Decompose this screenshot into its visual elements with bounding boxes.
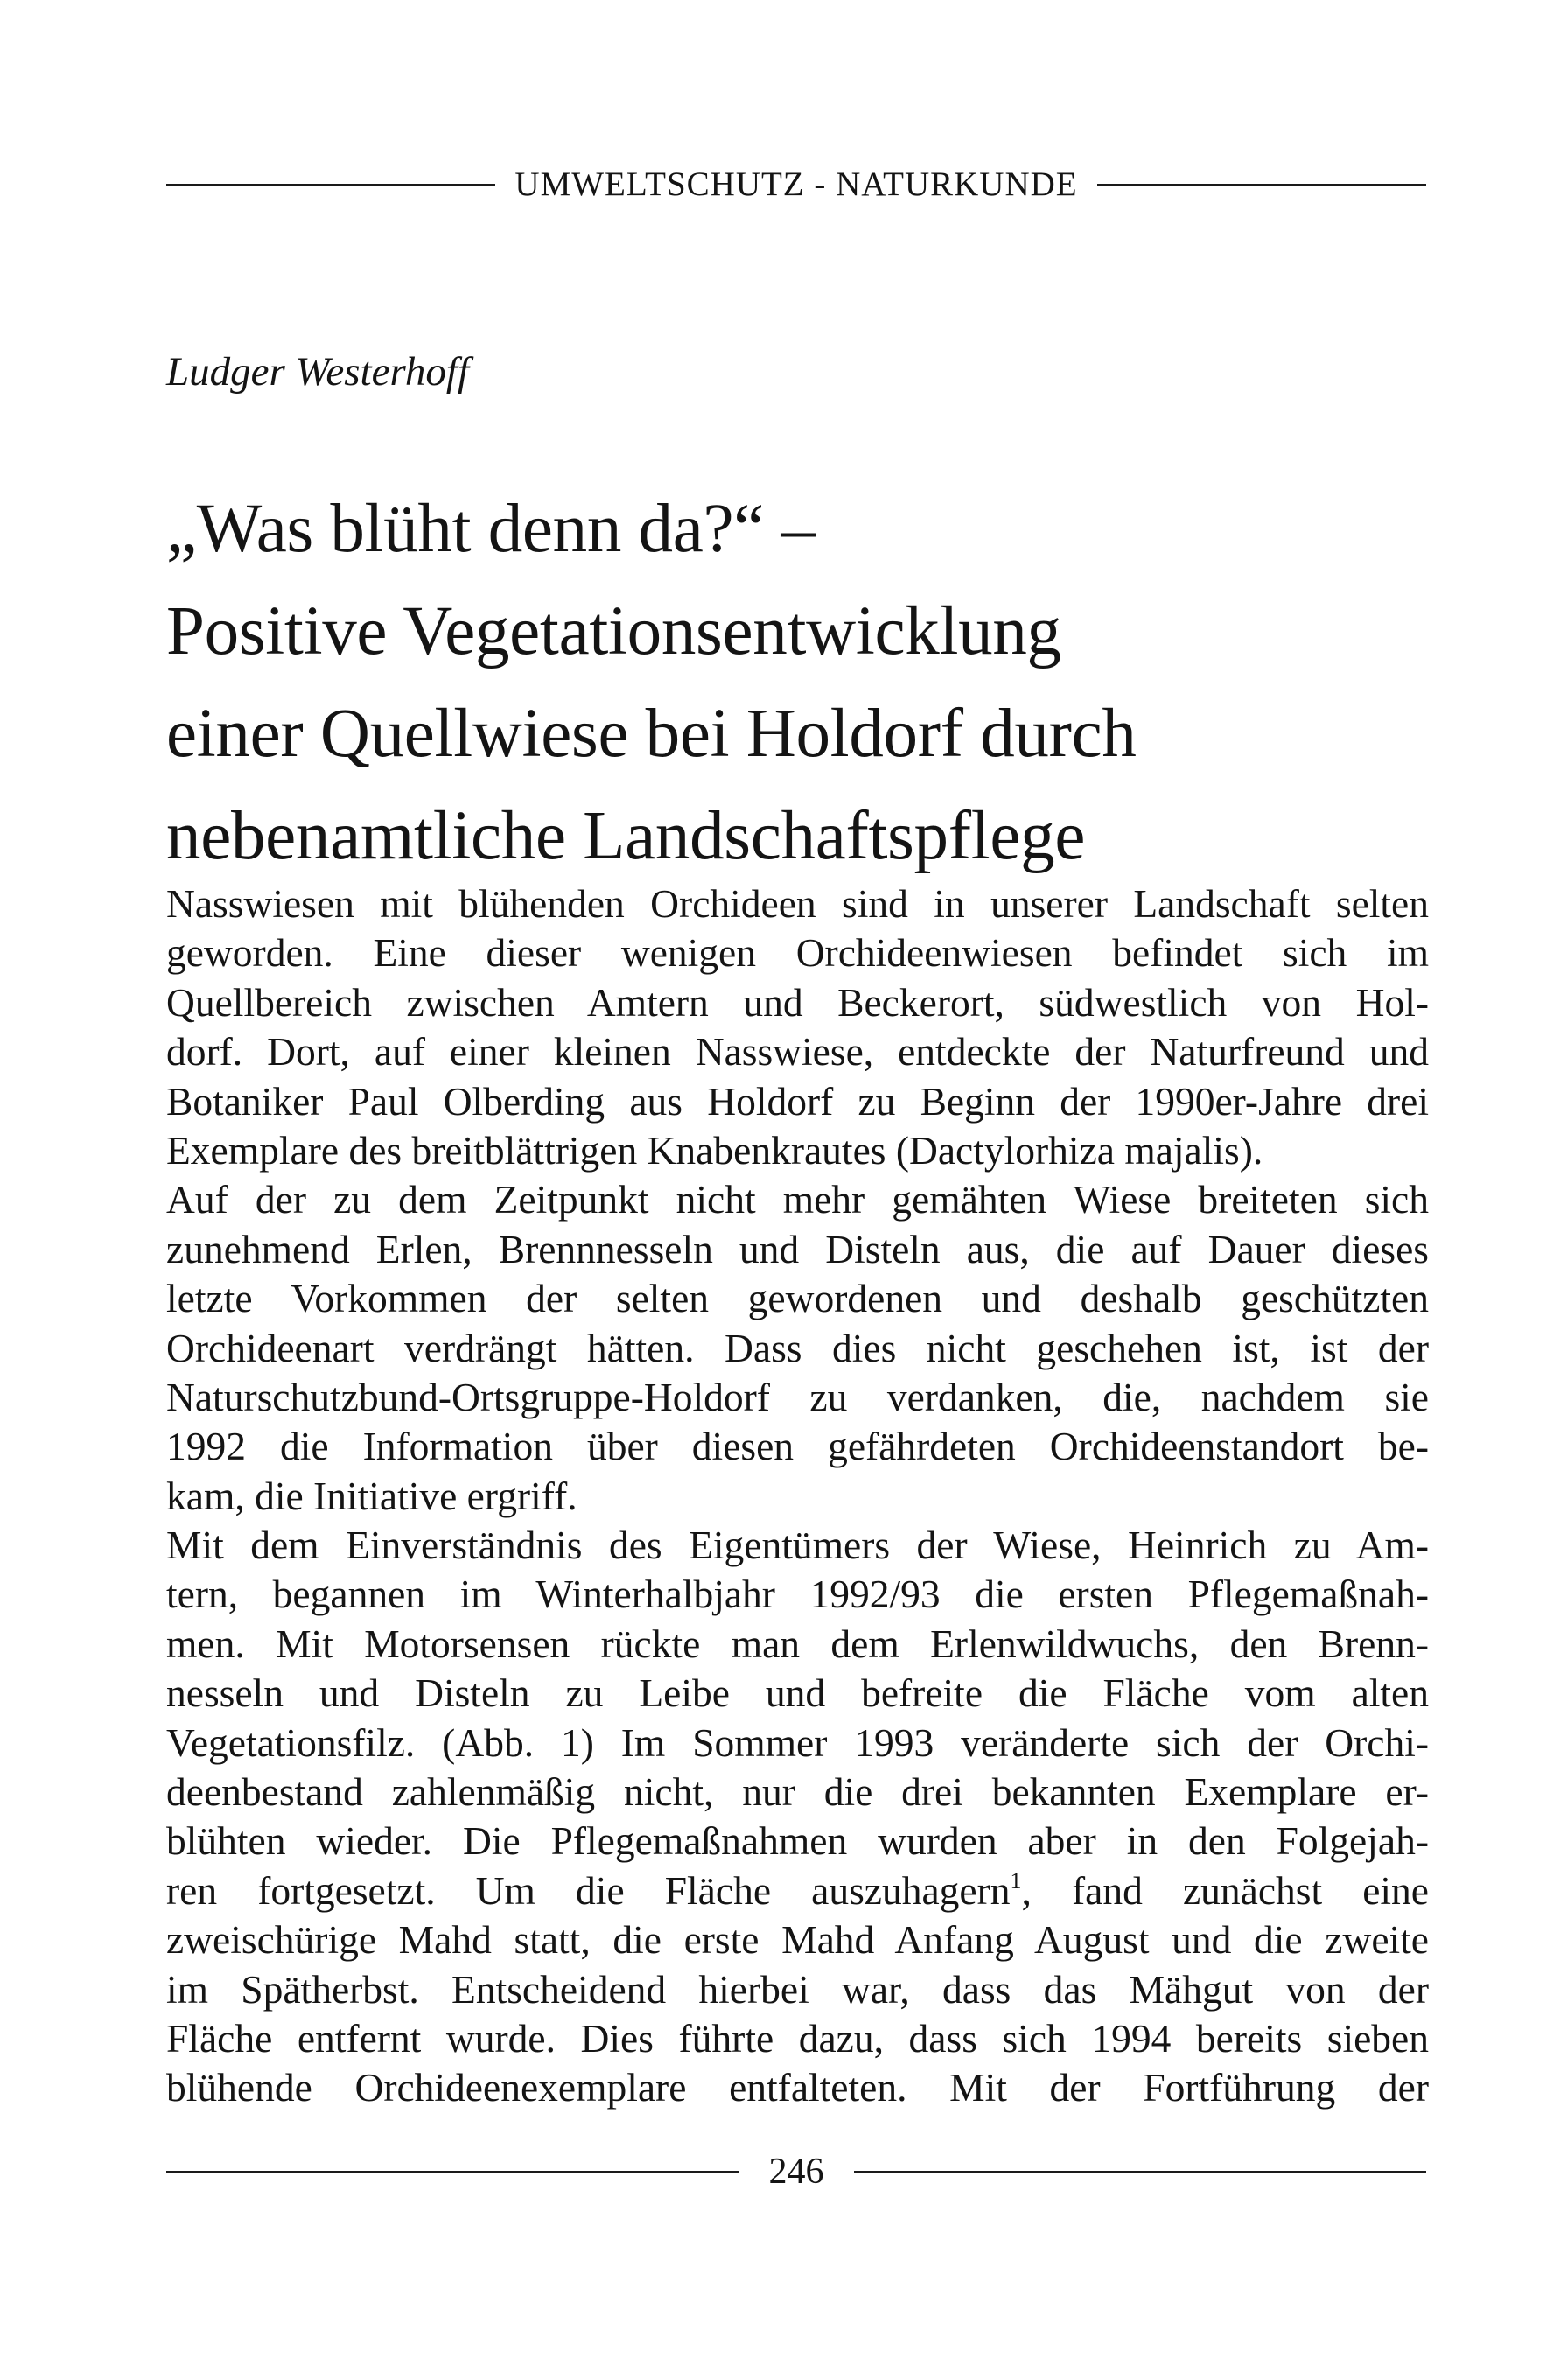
author-name: Ludger Westerhoff — [166, 349, 470, 395]
body-line: nesseln und Disteln zu Leibe und befreite die Fläche vom alten — [166, 1670, 1429, 1716]
title-line: nebenamtliche Landschaftspflege — [166, 798, 1086, 874]
body-line: zweischürige Mahd statt, die erste Mahd Anfang August und die zweite — [166, 1917, 1429, 1963]
body-line: dorf. Dort, auf einer kleinen Nasswiese, entdeckte der Naturfreund und — [166, 1029, 1429, 1074]
header-rule-left — [166, 184, 495, 186]
body-line: kam, die Initiative ergriff. — [166, 1473, 578, 1518]
body-line: Auf der zu dem Zeitpunkt nicht mehr gemähten Wiese breiteten sich — [166, 1177, 1429, 1222]
body-line: blühende Orchideenexemplare entfalteten. Mit der Fortführung der — [166, 2065, 1429, 2110]
running-header — [166, 164, 1426, 204]
title-line: Positive Vegetationsentwicklung — [166, 593, 1061, 669]
body-line: Nasswiesen mit blühenden Orchideen sind in unserer Landschaft selten — [166, 881, 1429, 926]
body-line-with-footnote — [166, 1866, 1429, 1915]
body-line: Botaniker Paul Olberding aus Holdorf zu Beginn der 1990er-Jahre drei — [166, 1078, 1429, 1124]
section-title: UMWELTSCHUTZ - NATURKUNDE — [514, 165, 1078, 203]
body-line: zunehmend Erlen, Brennnesseln und Disteln aus, die auf Dauer dieses — [166, 1226, 1429, 1271]
header-rule-right — [1097, 184, 1426, 186]
footnote-marker[interactable]: 1 — [1010, 1867, 1022, 1894]
line-text: , fand zunächst eine — [1021, 1867, 1429, 1913]
body-line: letzte Vorkommen der selten gewordenen und deshalb geschützten — [166, 1276, 1429, 1321]
body-line: Fläche entfernt wurde. Dies führte dazu, dass sich 1994 bereits sieben — [166, 2015, 1429, 2061]
footer-rule-right — [854, 2171, 1427, 2173]
body-line: deenbestand zahlenmäßig nicht, nur die drei bekannten Exemplare er- — [166, 1769, 1429, 1815]
page-number: 246 — [768, 2152, 824, 2192]
body-line: tern, begannen im Winterhalbjahr 1992/93 die ersten Pflegemaßnah- — [166, 1572, 1429, 1617]
body-line: 1992 die Information über diesen gefährdeten Orchideenstandort be- — [166, 1424, 1429, 1469]
body-line: blühten wieder. Die Pflegemaßnahmen wurden aber in den Folgejah- — [166, 1818, 1429, 1864]
body-line: im Spätherbst. Entscheidend hierbei war, dass das Mähgut von der — [166, 1966, 1429, 2012]
footer-rule-left — [166, 2171, 739, 2173]
title-line: einer Quellwiese bei Holdorf durch — [166, 696, 1137, 772]
body-line: Orchideenart verdrängt hätten. Dass dies nicht geschehen ist, ist der — [166, 1325, 1429, 1370]
body-line: Mit dem Einverständnis des Eigentümers der Wiese, Heinrich zu Am- — [166, 1522, 1429, 1568]
line-text: ren fortgesetzt. Um die Fläche auszuhagern — [166, 1867, 1011, 1913]
body-line: Naturschutzbund-Ortsgruppe-Holdorf zu verdanken, die, nachdem sie — [166, 1374, 1429, 1419]
article-body — [166, 879, 1429, 2113]
page-footer — [166, 2151, 1426, 2193]
body-line: Vegetationsfilz. (Abb. 1) Im Sommer 1993 veränderte sich der Orchi- — [166, 1719, 1429, 1765]
body-line: men. Mit Motorsensen rückte man dem Erlenwildwuchs, den Brenn- — [166, 1620, 1429, 1666]
body-line: Quellbereich zwischen Amtern und Beckerort, südwestlich von Hol- — [166, 979, 1429, 1025]
title-line: „Was blüht denn da?“ – — [166, 491, 816, 567]
article-title — [166, 478, 1426, 887]
body-line: Exemplare des breitblättrigen Knabenkrautes (Dactylorhiza majalis). — [166, 1127, 1264, 1172]
body-line: geworden. Eine dieser wenigen Orchideenwiesen befindet sich im — [166, 930, 1429, 976]
